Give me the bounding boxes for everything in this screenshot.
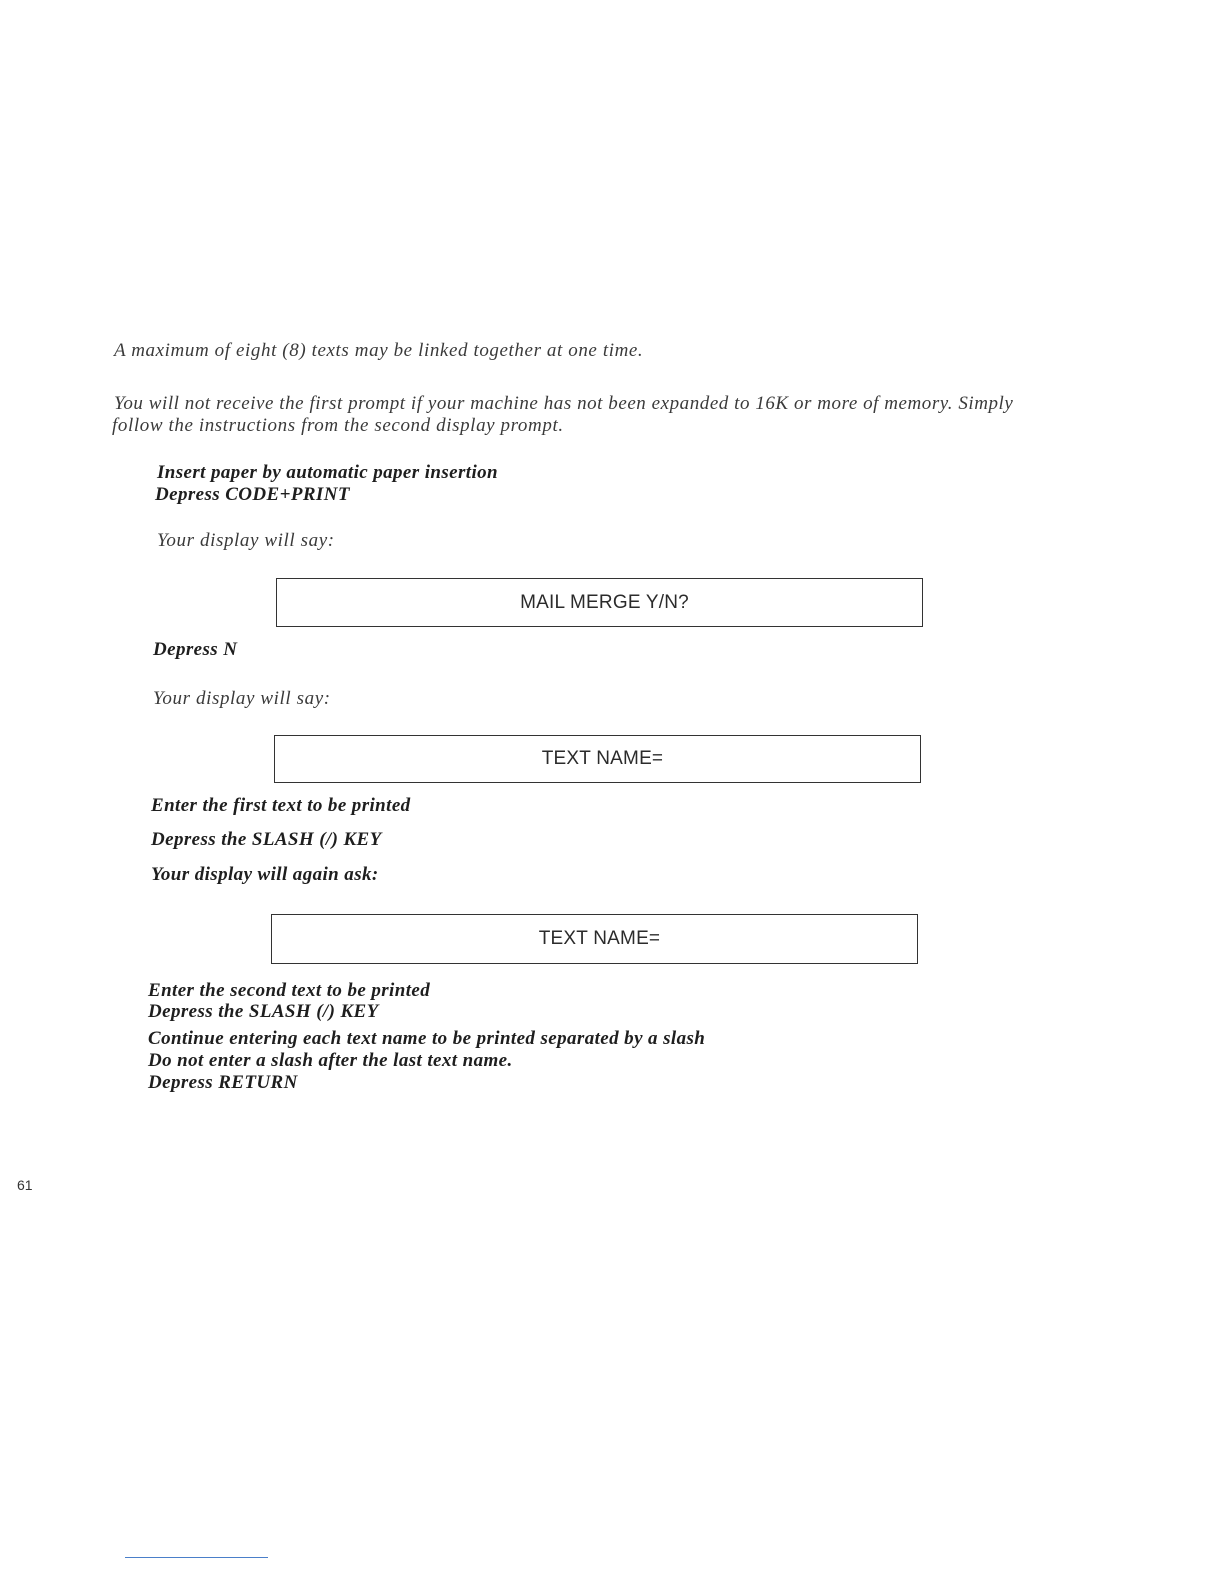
step-depress-return: Depress RETURN xyxy=(148,1072,298,1093)
display-text-text-name-1: TEXT NAME= xyxy=(541,748,664,769)
prompt-display-say-2: Your display will say: xyxy=(153,688,331,709)
step-insert-paper: Insert paper by automatic paper insertion xyxy=(157,462,499,483)
page-number: 61 xyxy=(17,1177,33,1193)
intro-line-2: You will not receive the first prompt if your machine has not been expanded to 16K or more of memory. Simply xyxy=(114,393,1014,414)
step-depress-code-print: Depress CODE+PRINT xyxy=(155,484,350,505)
prompt-display-say-1: Your display will say: xyxy=(157,530,335,551)
step-continue-entering: Continue entering each text name to be printed separated by a slash xyxy=(148,1028,706,1049)
intro-line-3: follow the instructions from the second display prompt. xyxy=(112,415,564,436)
display-box-text-name-1 xyxy=(274,735,921,783)
step-depress-slash-1: Depress the SLASH (/) KEY xyxy=(151,829,382,850)
prompt-display-again: Your display will again ask: xyxy=(151,864,379,885)
display-text-text-name-2: TEXT NAME= xyxy=(538,928,661,949)
footer-rule xyxy=(125,1557,268,1558)
step-depress-slash-2: Depress the SLASH (/) KEY xyxy=(148,1001,379,1022)
step-enter-second-text: Enter the second text to be printed xyxy=(148,980,431,1001)
display-box-mail-merge xyxy=(276,578,923,627)
step-no-trailing-slash: Do not enter a slash after the last text name. xyxy=(148,1050,513,1071)
step-depress-n: Depress N xyxy=(153,639,238,660)
intro-line-1: A maximum of eight (8) texts may be linked together at one time. xyxy=(114,340,644,361)
step-enter-first-text: Enter the first text to be printed xyxy=(151,795,411,816)
display-text-mail-merge: MAIL MERGE Y/N? xyxy=(520,591,689,613)
display-box-text-name-2 xyxy=(271,914,918,964)
